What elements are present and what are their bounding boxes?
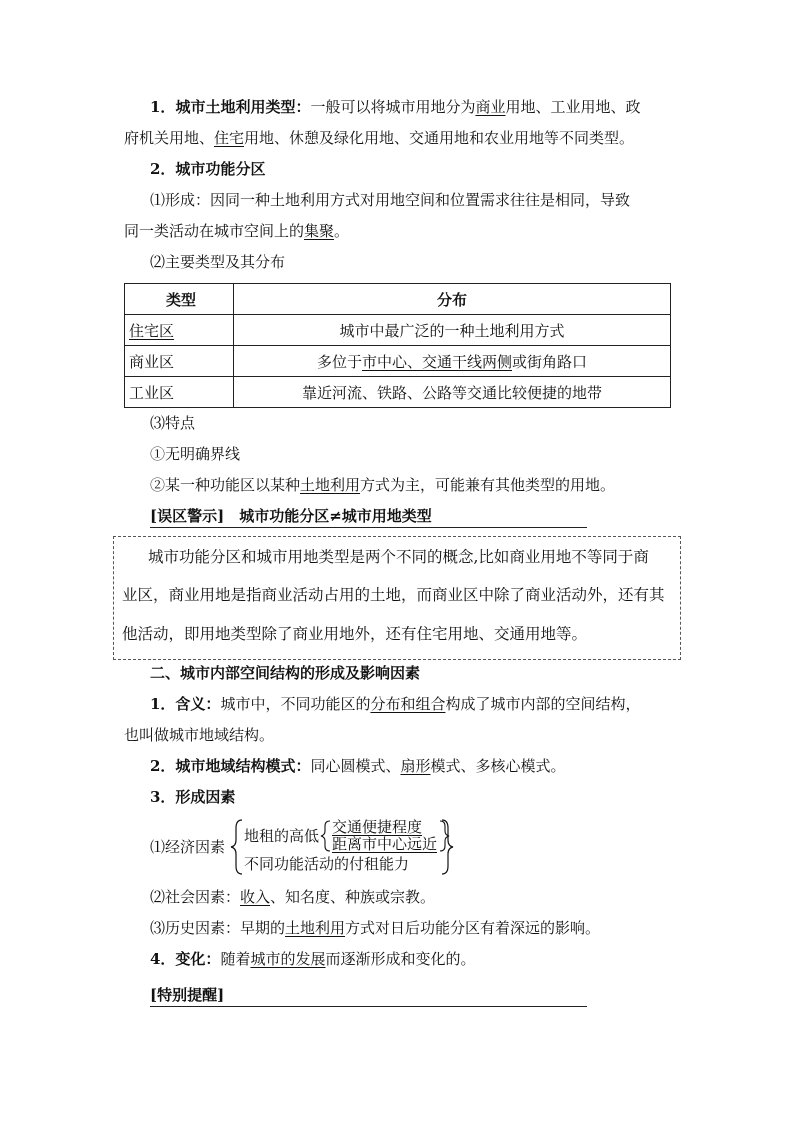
warning-heading: [误区警示] 城市功能分区≠城市用地类型 [150, 505, 587, 528]
table-header-type: 类型 [125, 284, 234, 315]
special-tip-heading: [特别提醒] [150, 984, 587, 1007]
economic-factors-diagram [150, 816, 460, 878]
table-header-row [125, 284, 671, 315]
warning-text-line: 业区，商业用地是指商业活动占用的土地，而商业区中除了商业活动外，还有其 [122, 586, 665, 604]
table-row [125, 346, 671, 377]
land-use-types-line1: 1．城市土地利用类型：一般可以将城市用地分为商业用地、工业用地、政 [150, 98, 641, 116]
change-line: 4．变化：随着城市的发展而逐渐形成和变化的。 [150, 950, 476, 968]
formation-line2: 同一类活动在城市空间上的集聚。 [124, 222, 350, 240]
economic-factor-label: ⑴经济因素 [150, 838, 226, 856]
formation-line1: ⑴形成：因同一种土地利用方式对用地空间和位置需求往往是相同，导致 [150, 191, 631, 209]
economic-subfactor: 地租的高低 [244, 827, 320, 845]
section-number: 1． [150, 98, 176, 116]
underlined-term: 商业 [475, 98, 506, 116]
warning-text-line: 他活动，即用地类型除了商业用地外，还有住宅用地、交通用地等。 [122, 625, 588, 643]
zone-type: 商业区 [129, 352, 175, 371]
underlined-term: 集聚 [304, 222, 335, 240]
meaning-line1: 1．含义：城市中，不同功能区的分布和组合构成了城市内部的空间结构， [150, 695, 641, 713]
underlined-term: 土地利用 [285, 919, 346, 937]
table-row [125, 315, 671, 346]
zone-type: 工业区 [129, 383, 175, 402]
underlined-term: 分布和组合 [370, 695, 446, 713]
types-heading: ⑵主要类型及其分布 [150, 253, 286, 271]
economic-subfactor: 不同功能活动的付租能力 [244, 855, 410, 873]
section-heading: 2．城市功能分区 [150, 160, 266, 178]
function-zone-table [124, 283, 671, 408]
factors-heading: 3．形成因素 [150, 788, 236, 806]
warning-box [113, 536, 681, 660]
zone-distribution: 靠近河流、铁路、公路等交通比较便捷的地带 [234, 377, 671, 408]
social-factors-line: ⑵社会因素：收入、知名度、种族或宗教。 [150, 888, 436, 906]
underlined-term: 收入 [240, 888, 271, 906]
underlined-term: 土地利用 [300, 476, 361, 494]
zone-type: 住宅区 [129, 321, 175, 340]
land-use-types-line2: 府机关用地、住宅用地、休憩及绿化用地、交通用地和农业用地等不同类型。 [124, 129, 635, 147]
table-row [125, 377, 671, 408]
section-title: 城市土地利用类型： [175, 98, 311, 116]
feature-item-1: ①无明确界线 [150, 445, 241, 463]
feature-item-2: ②某一种功能区以某种土地利用方式为主，可能兼有其他类型的用地。 [150, 476, 616, 494]
table-header-distribution: 分布 [234, 284, 671, 315]
meaning-line2: 也叫做城市地域结构。 [124, 726, 275, 744]
economic-subfactor: 交通便捷程度 [332, 818, 423, 836]
part-heading: 二、城市内部空间结构的形成及影响因素 [150, 664, 421, 682]
features-heading: ⑶特点 [150, 414, 196, 432]
underlined-term: 城市的发展 [250, 950, 326, 968]
underlined-term: 扇形 [400, 757, 431, 775]
structure-modes-line: 2．城市地域结构模式：同心圆模式、扇形模式、多核心模式。 [150, 757, 566, 775]
underlined-term: 住宅 [214, 129, 245, 147]
zone-distribution: 城市中最广泛的一种土地利用方式 [234, 315, 671, 346]
warning-text-line: 城市功能分区和城市用地类型是两个不同的概念,比如商业用地不等同于商 [148, 548, 649, 566]
historical-factors-line: ⑶历史因素：早期的土地利用方式对日后功能分区有着深远的影响。 [150, 919, 601, 937]
zone-distribution: 多位于市中心、交通干线两侧或街角路口 [234, 346, 671, 377]
economic-subfactor: 距离市中心远近 [332, 835, 438, 853]
